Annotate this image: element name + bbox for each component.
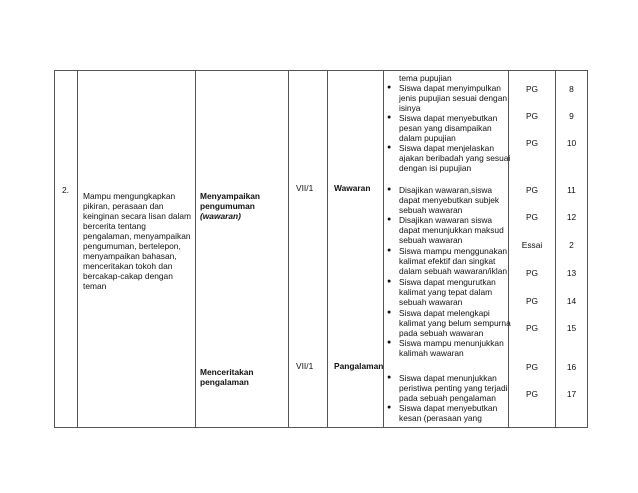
indicator-line: pada sebuah pengalaman [399,393,496,403]
indicator-line: sebuah wawaran [399,205,463,215]
indicator-line: Siswa dapat menjelaskan [399,143,494,153]
bullet-icon: ● [387,404,392,411]
indicator-line: sebuah wawaran [399,297,463,307]
question-number: 2 [569,240,574,250]
competency-line: keinginan secara lisan dalam [83,211,192,221]
indicator-line: pesan yang disampaikan [399,123,492,133]
bullet-icon: ● [387,247,392,254]
competency-line: pengalaman, menyampaikan [83,231,191,241]
indicator-line: Siswa dapat mengurutkan [399,277,496,287]
indicator-line: pada sebuah wawaran [399,328,484,338]
indicator-line: Disajikan wawaran,siswa [399,185,493,195]
competency-line: pengumuman, bertelepon, [83,241,181,251]
indicator-line: dapat menyebutkan subjek [399,195,500,205]
indicator-line: kalimat yang belum sempurna [399,318,511,328]
bullet-icon: ● [387,84,392,91]
indicator-line: Siswa mampu menunjukkan [399,338,504,348]
column-divider [383,70,384,428]
bullet-icon: ● [387,374,392,381]
competency-line: pikiran, perasaan dan [83,201,164,211]
material-line: Menceritakan [200,367,254,377]
competency-line: bercerita tentang [83,221,146,231]
row-number: 2. [62,185,69,195]
indicator-continuation: tema pupujian [399,73,452,83]
bullet-icon: ● [387,339,392,346]
bullet-icon: ● [387,216,392,223]
question-type: PG [525,362,539,372]
question-number: 13 [566,268,577,278]
indicator-line: Siswa dapat menyebutkan [399,113,498,123]
competency-line: Mampu mengungkapkan [83,191,176,201]
indicator-line: Siswa dapat menyebutkan [399,403,498,413]
question-type: PG [525,389,539,399]
question-type: PG [525,84,539,94]
indicator-line: jenis pupujian sesuai dengan [399,93,508,103]
material-line: Menyampaikan [200,191,261,201]
column-divider [327,70,328,428]
table-border-right [587,70,588,428]
question-type: PG [525,111,539,121]
competency-line: teman [83,281,107,291]
question-type: Essai [521,240,543,250]
class-level: VII/1 [296,361,314,371]
column-divider [288,70,289,428]
indicator-line: ajakan beribadah yang sesuai [399,153,511,163]
indicator-line: kalimat yang tepat dalam [399,287,493,297]
material-line: pengumuman [200,201,255,211]
competency-line: menceritakan tokoh dan [83,261,173,271]
bullet-icon: ● [387,278,392,285]
column-divider [195,70,196,428]
material-line: pengalaman [200,377,249,387]
question-number: 9 [569,111,574,121]
question-number: 11 [567,185,576,195]
question-type: PG [525,296,539,306]
question-number: 10 [566,138,577,148]
table-border-left [54,70,55,428]
bullet-icon: ● [387,309,392,316]
indicator-line: Siswa dapat menyimpulkan [399,83,501,93]
question-number: 8 [569,84,574,94]
question-type: PG [525,323,539,333]
class-level: VII/1 [296,183,314,193]
indicator-line: Siswa dapat melengkapi [399,308,490,318]
question-number: 17 [566,389,577,399]
indicator-line: isinya [399,103,421,113]
topic: Wawaran [334,183,371,193]
bullet-icon: ● [387,186,392,193]
indicator-line: dalam sebuah wawaran/iklan [399,266,508,276]
material-line: (wawaran) [200,211,241,221]
question-type: PG [525,212,539,222]
question-type: PG [525,185,539,195]
indicator-line: Disajikan wawaran siswa [399,215,493,225]
indicator-line: dengan isi pupujian [399,163,472,173]
column-divider [77,70,78,428]
bullet-icon: ● [387,114,392,121]
question-number: 12 [566,212,577,222]
indicator-line: Siswa mampu menggunakan [399,246,508,256]
indicator-line: dapat menunjukkan maksud [399,225,504,235]
indicator-line: kalimat efektif dan singkat [399,256,496,266]
indicator-line: kesan (perasaan yang [399,413,482,423]
indicator-line: kalimah wawaran [399,348,464,358]
question-number: 15 [566,323,577,333]
question-number: 16 [566,362,577,372]
question-number: 14 [566,296,577,306]
indicator-line: dalam pupujian [399,133,456,143]
indicator-line: peristiwa penting yang terjadi [399,383,508,393]
indicator-line: Siswa dapat menunjukkan [399,373,497,383]
question-type: PG [525,138,539,148]
question-type: PG [525,268,539,278]
competency-line: bercakap-cakap dengan [83,271,173,281]
bullet-icon: ● [387,144,392,151]
topic: Pangalaman [334,361,384,371]
competency-line: menyampaikan bahasan, [83,251,177,261]
indicator-line: sebuah wawaran [399,235,463,245]
